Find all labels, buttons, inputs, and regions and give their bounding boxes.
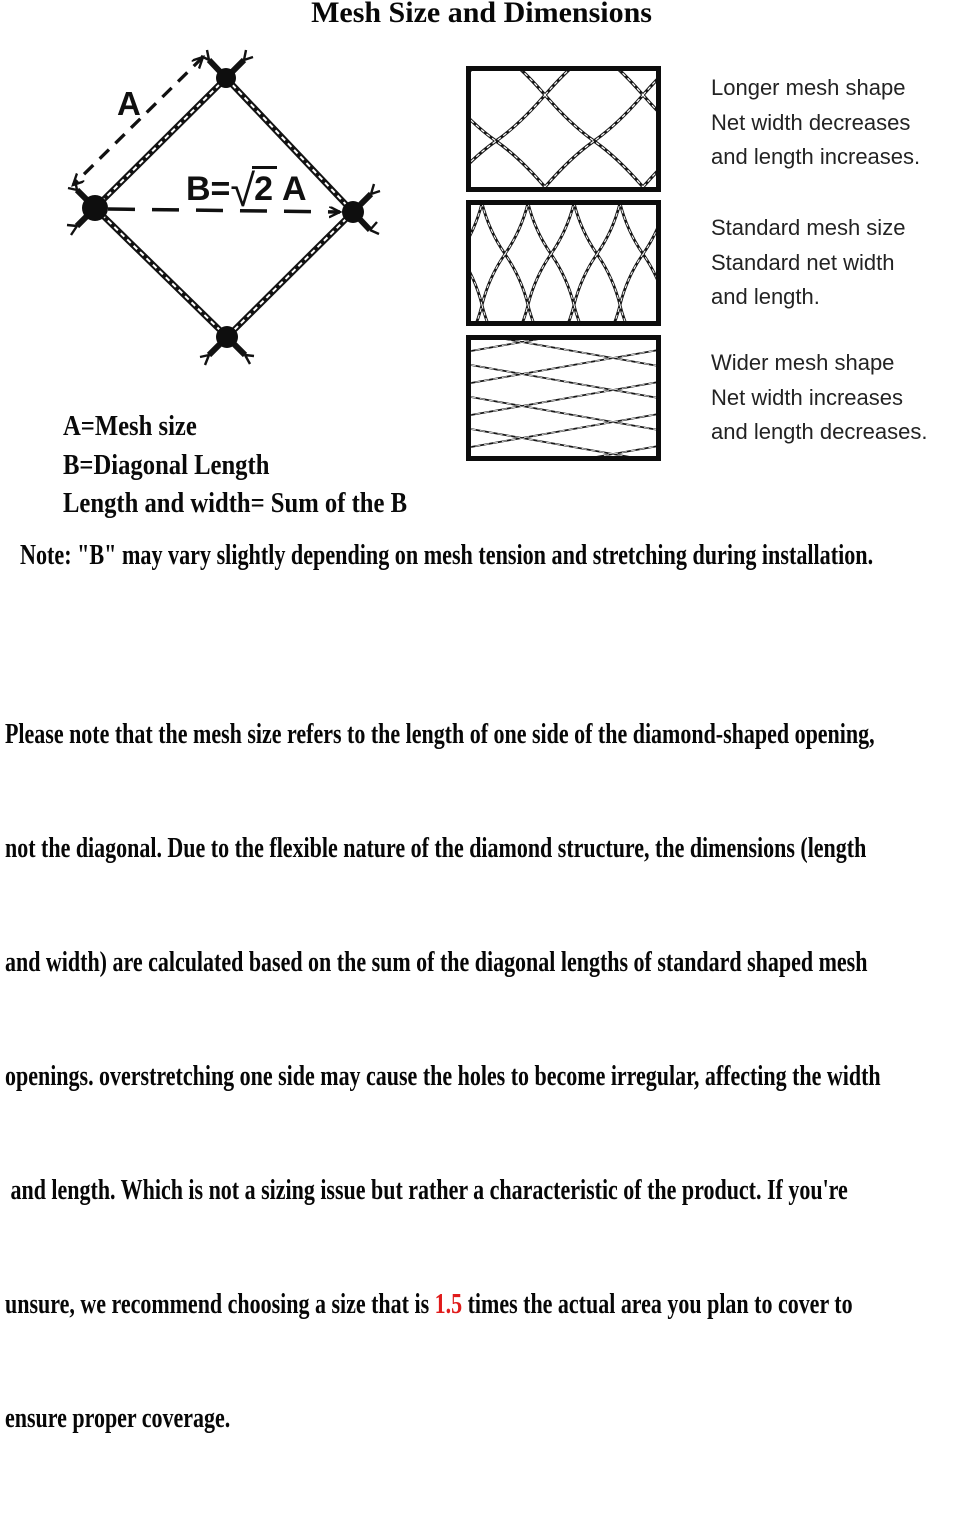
legend-line-diagonal: B=Diagonal Length xyxy=(63,449,270,481)
paragraph-line-1: Please note that the mesh size refers to the length of one side of the diamond-shaped opening, xyxy=(5,719,875,750)
caption-longer-line2: Net width decreases xyxy=(711,109,911,135)
diamond-mesh-diagram xyxy=(55,45,385,400)
caption-wider-line3: and length decreases. xyxy=(711,419,928,444)
label-b-suffix: A xyxy=(282,170,307,208)
label-b-prefix: B= xyxy=(186,170,231,208)
description-paragraph xyxy=(5,640,881,1514)
mesh-pattern-longer-image xyxy=(471,71,656,187)
caption-wider xyxy=(711,346,963,450)
caption-longer xyxy=(711,71,963,175)
caption-standard-line2: Standard net width xyxy=(711,249,895,275)
mesh-pattern-standard-image xyxy=(471,205,656,321)
sqrt-radical-icon: √ xyxy=(230,165,253,216)
paragraph-line-6-pre: unsure, we recommend choosing a size that is xyxy=(5,1289,435,1320)
paragraph-line-5: and length. Which is not a sizing issue but rather a characteristic of the product. If you're xyxy=(5,1175,848,1206)
paragraph-line-6 xyxy=(5,1286,881,1324)
paragraph-line-7: ensure proper coverage. xyxy=(5,1403,231,1434)
diagram-legend xyxy=(63,408,407,524)
caption-standard-line3: and length. xyxy=(711,284,820,309)
mesh-sample-wider xyxy=(466,335,661,461)
caption-standard xyxy=(711,211,963,315)
label-a: A xyxy=(117,85,141,122)
mesh-pattern-wider-image xyxy=(471,340,656,456)
page-title: Mesh Size and Dimensions xyxy=(311,0,652,29)
paragraph-line-3: and width) are calculated based on the sum of the diagonal lengths of standard shaped mesh xyxy=(5,947,868,978)
mesh-sample-longer xyxy=(466,66,661,192)
legend-line-sum: Length and width= Sum of the B xyxy=(63,488,408,519)
legend-line-mesh-size: A=Mesh size xyxy=(63,411,197,442)
paragraph-line-6-post: times the actual area you plan to cover to xyxy=(462,1289,853,1320)
red-multiplier: 1.5 xyxy=(434,1289,463,1320)
caption-longer-line1: Longer mesh shape xyxy=(711,75,906,100)
caption-longer-line3: and length increases. xyxy=(711,144,921,169)
caption-standard-line1: Standard mesh size xyxy=(711,215,906,240)
label-b xyxy=(186,165,307,216)
caption-wider-line2: Net width increases xyxy=(711,384,903,410)
measure-b-arrow xyxy=(108,209,340,212)
note-text: Note: "B" may vary slightly depending on mesh tension and stretching during installation. xyxy=(20,540,874,571)
paragraph-line-4: openings. overstretching one side may cause the holes to become irregular, affecting the width xyxy=(5,1061,881,1092)
mesh-sample-standard xyxy=(466,200,661,326)
caption-wider-line1: Wider mesh shape xyxy=(711,350,895,375)
label-b-root: 2 xyxy=(252,166,277,208)
paragraph-line-2: not the diagonal. Due to the flexible nature of the diamond structure, the dimensions (length xyxy=(5,833,867,864)
